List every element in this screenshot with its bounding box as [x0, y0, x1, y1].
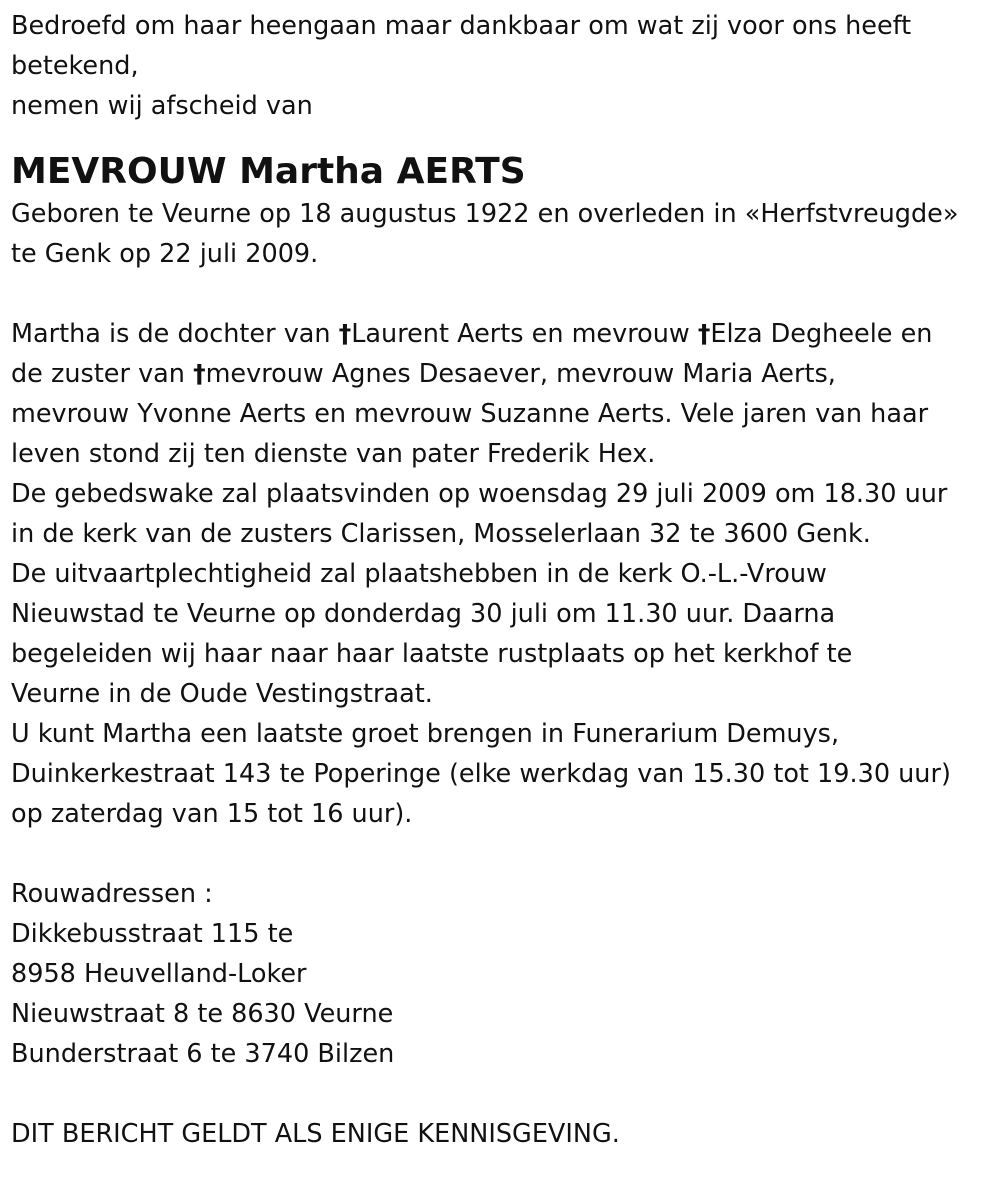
- funeral-line: De uitvaartplechtigheid zal plaatshebben in de kerk O.-L.-Vrouw: [11, 559, 827, 589]
- visit-line: U kunt Martha een laatste groet brengen in Funerarium Demuys,: [11, 719, 840, 749]
- birth-death-line: Geboren te Veurne op 18 augustus 1922 en overleden in «Herfstvreugde»: [11, 199, 959, 229]
- visit-line: Duinkerkestraat 143 te Poperinge (elke werkdag van 15.30 tot 19.30 uur): [11, 759, 951, 789]
- funeral-line: Nieuwstad te Veurne op donderdag 30 juli om 11.30 uur. Daarna: [11, 599, 836, 629]
- spacer: [11, 274, 1000, 314]
- family-line: mevrouw Yvonne Aerts en mevrouw Suzanne Aerts. Vele jaren van haar: [11, 399, 929, 429]
- address-line: 8958 Heuvelland-Loker: [11, 959, 307, 989]
- funeral-line: Veurne in de Oude Vestingstraat.: [11, 679, 433, 709]
- cross-icon: †: [193, 359, 206, 388]
- address-line: Dikkebusstraat 115 te: [11, 919, 294, 949]
- intro-line: Bedroefd om haar heengaan maar dankbaar om wat zij voor ons heeft: [11, 11, 912, 41]
- spacer: [11, 1074, 1000, 1114]
- intro-line: nemen wij afscheid van: [11, 91, 313, 121]
- wake-line: De gebedswake zal plaatsvinden op woensdag 29 juli 2009 om 18.30 uur: [11, 479, 948, 509]
- family-line: de zuster van †mevrouw Agnes Desaever, mevrouw Maria Aerts,: [11, 354, 1000, 394]
- address-line: Bunderstraat 6 te 3740 Bilzen: [11, 1039, 395, 1069]
- wake-line: in de kerk van de zusters Clarissen, Mosselerlaan 32 te 3600 Genk.: [11, 519, 871, 549]
- intro-line: betekend,: [11, 51, 139, 81]
- deceased-name: MEVROUW Martha AERTS: [11, 151, 526, 192]
- visit-line: op zaterdag van 15 tot 16 uur).: [11, 799, 413, 829]
- funeral-line: begeleiden wij haar naar haar laatste rustplaats op het kerkhof te: [11, 639, 853, 669]
- family-line: Martha is de dochter van †Laurent Aerts en mevrouw †Elza Degheele en: [11, 314, 1000, 354]
- addresses-heading: Rouwadressen :: [11, 879, 213, 909]
- birth-death-line: te Genk op 22 juli 2009.: [11, 239, 319, 269]
- cross-icon: †: [338, 319, 352, 348]
- closing-statement: DIT BERICHT GELDT ALS ENIGE KENNISGEVING.: [11, 1119, 620, 1149]
- family-line: leven stond zij ten dienste van pater Frederik Hex.: [11, 439, 656, 469]
- spacer: [11, 834, 1000, 874]
- address-line: Nieuwstraat 8 te 8630 Veurne: [11, 999, 394, 1029]
- cross-icon: †: [697, 319, 711, 348]
